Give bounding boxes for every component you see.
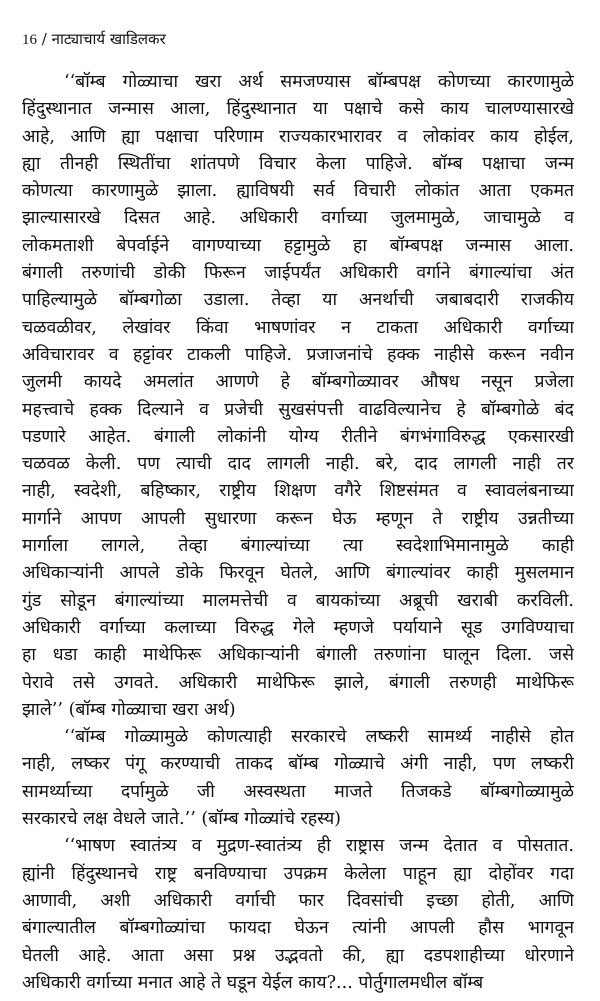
text-line: अधिकारी वर्गाच्या कलाच्या विरुद्ध गेले म्हणजे पर्यायाने सूड उगविण्याचा bbox=[22, 617, 574, 638]
text-line: हा धडा काही माथेफिरू अधिकाऱ्यांनी बंगाली तरुणांना घालून दिला. जसे bbox=[22, 645, 574, 666]
running-header bbox=[22, 30, 574, 49]
text-line: ह्यांनी हिंदुस्थानचे राष्ट्र बनविण्याचा उपक्रम केलेला पाहून ह्या दोहोंवर गदा bbox=[22, 863, 574, 884]
paragraph bbox=[22, 69, 574, 724]
text-line: गुंड सोडून बंगाल्यांच्या मालमत्तेची व बायकांच्या अब्रूची खराबी करविली. bbox=[22, 590, 574, 611]
text-line: झाले’’ (बॉम्ब गोळ्याचा खरा अर्थ) bbox=[22, 699, 236, 720]
text-line: महत्त्वाचे हक्क दिल्याने व प्रजेची सुखसंपत्ती वाढविल्यानेच हे बॉम्बगोळे बंद bbox=[22, 399, 574, 420]
text-line: चळवळ केली. पण त्याची दाद लागली नाही. बरे, दाद लागली नाही तर bbox=[22, 454, 574, 475]
text-line: सामर्थ्याच्या दर्पामुळे जी अस्वस्थता माजते तिजकडे बॉम्बगोळ्यामुळे bbox=[22, 781, 574, 802]
text-line: कोणत्या कारणामुळे झाला. ह्याविषयी सर्व विचारी लोकांत आता एकमत bbox=[22, 181, 574, 202]
text-line: अधिकारी वर्गाच्या मनात आहे ते घडून येईल काय?... पोर्तुगालमधील बॉम्ब bbox=[22, 972, 484, 993]
text-line: अविचारावर व हट्टांवर टाकली पाहिजे. प्रजाजनांचे हक्क नाहीसे करून नवीन bbox=[22, 344, 574, 365]
text-line: झाल्यासारखे दिसत आहे. अधिकारी वर्गाच्या जुलमामुळे, जाचामुळे व bbox=[22, 208, 574, 229]
text-line: मार्गाला लागले, तेव्हा बंगाल्यांच्या त्या स्वदेशाभिमानामुळे काही bbox=[22, 536, 574, 557]
text-line: चळवळीवर, लेखांवर किंवा भाषणांवर न टाकता अधिकारी वर्गाच्या bbox=[22, 317, 574, 338]
text-line: ह्या तीनही स्थितींचा शांतपणे विचार केला पाहिजे. बॉम्ब पक्षाचा जन्म bbox=[22, 153, 574, 174]
page-number: 16 bbox=[22, 32, 37, 48]
text-line: बंगाली तरुणांची डोकी फिरून जाईपर्यंत अधिकारी वर्गाने बंगाल्यांचा अंत bbox=[22, 263, 574, 284]
text-line: मार्गाने आपण आपली सुधारणा करून घेऊ म्हणून ते राष्ट्रीय उन्नतीच्या bbox=[22, 508, 574, 529]
text-line: ‘‘भाषण स्वातंत्र्य व मुद्रण-स्वातंत्र्य ही राष्ट्रास जन्म देतात व पोसतात. bbox=[64, 836, 574, 857]
text-line: घेतली आहे. आता असा प्रश्न उद्भवतो की, ह्या दडपशाहीच्या धोरणाने bbox=[22, 945, 574, 966]
text-line: नाही, स्वदेशी, बहिष्कार, राष्ट्रीय शिक्षण वगैरे शिष्टसंमत व स्वावलंबनाच्या bbox=[22, 481, 574, 502]
text-line: पेरावे तसे उगवते. अधिकारी माथेफिरू झाले, बंगाली तरुणही माथेफिरू bbox=[22, 672, 574, 693]
text-line: ‘‘बॉम्ब गोळ्यामुळे कोणत्याही सरकारचे लष्करी सामर्थ्य नाहीसे होत bbox=[64, 727, 574, 748]
body-text bbox=[22, 69, 574, 997]
text-line: बंगाल्यातील बॉम्बगोळ्यांचा फायदा घेऊन त्यांनी आपली हौस भागवून bbox=[22, 918, 574, 939]
text-line: अधिकाऱ्यांनी आपले डोके फिरवून घेतले, आणि बंगाल्यांवर काही मुसलमान bbox=[22, 563, 574, 584]
text-line: सरकारचे लक्ष वेधले जाते.’’ (बॉम्ब गोळ्यांचे रहस्य) bbox=[22, 809, 342, 830]
text-line: आहे, आणि ह्या पक्षाचा परिणाम राज्यकारभारावर व लोकांवर काय होईल, bbox=[22, 126, 574, 147]
paragraph bbox=[22, 724, 574, 833]
text-line: आणावी, अशी अधिकारी वर्गाची फार दिवसांची इच्छा होती, आणि bbox=[22, 890, 574, 911]
paragraph bbox=[22, 833, 574, 997]
text-line: लोकमताशी बेपर्वाईने वागण्याच्या हट्टामुळे हा बॉम्बपक्ष जन्मास आला. bbox=[22, 235, 574, 256]
text-line: ‘‘बॉम्ब गोळ्याचा खरा अर्थ समजण्यास बॉम्बपक्ष कोणच्या कारणामुळे bbox=[64, 72, 574, 92]
book-title: नाट्याचार्य खाडिलकर bbox=[51, 30, 166, 48]
text-line: पाहिल्यामुळे बॉम्बगोळा उडाला. तेव्हा या अनर्थाची जबाबदारी राजकीय bbox=[22, 290, 574, 311]
text-line: जुलमी कायदे अमलांत आणणे हे बॉम्बगोळ्यावर औषध नसून प्रजेला bbox=[22, 372, 574, 393]
text-line: हिंदुस्थानात जन्मास आला, हिंदुस्थानात या पक्षाचे कसे काय चालण्यासारखे bbox=[22, 99, 574, 120]
text-line: पडणारे आहेत. बंगाली लोकांनी योग्य रीतीने बंगभंगाविरुद्ध एकसारखी bbox=[22, 426, 574, 447]
header-separator: / bbox=[41, 30, 47, 48]
text-line: नाही, लष्कर पंगू करण्याची ताकद बॉम्ब गोळ्याचे अंगी नाही, पण लष्करी bbox=[22, 754, 574, 775]
